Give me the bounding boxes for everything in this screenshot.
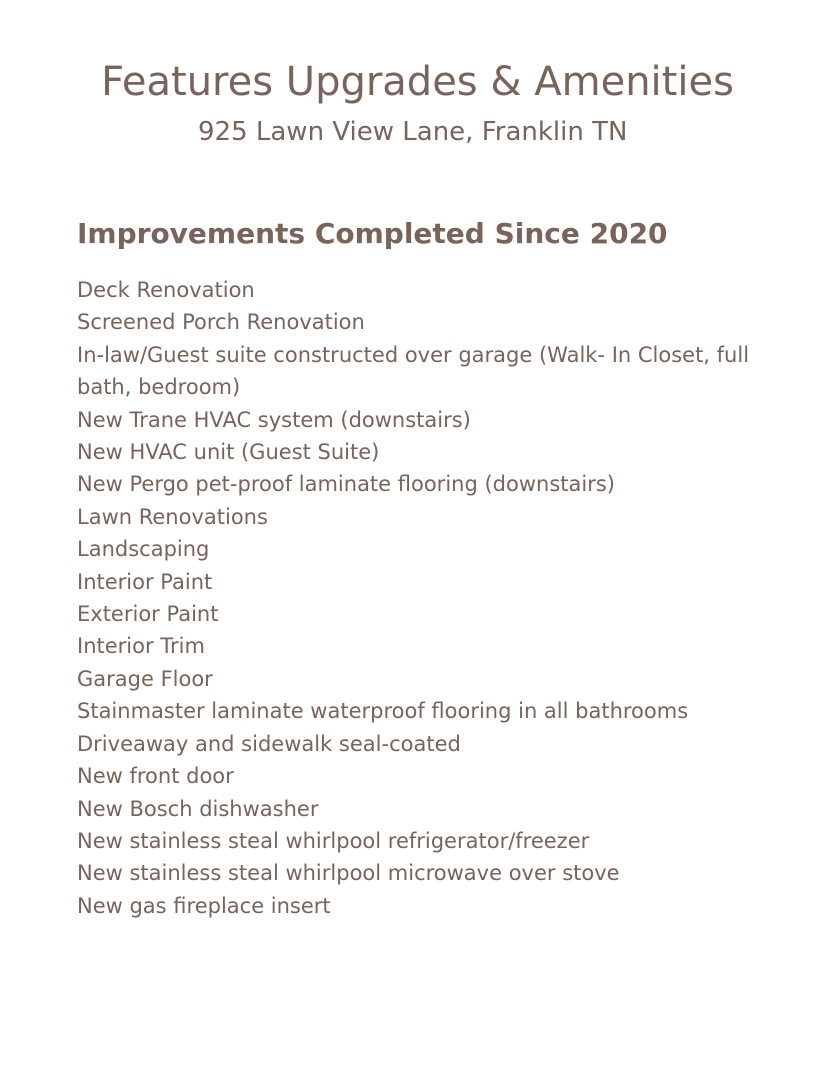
list-item: New Bosch dishwasher: [77, 796, 319, 821]
list-item: Garage Floor: [77, 666, 213, 691]
section-heading: Improvements Completed Since 2020: [77, 217, 668, 250]
property-address: 925 Lawn View Lane, Franklin TN: [198, 117, 628, 147]
list-item: Stainmaster laminate waterproof flooring in all bathrooms: [77, 699, 689, 724]
list-item: Exterior Paint: [77, 602, 219, 627]
list-item: Landscaping: [77, 537, 210, 562]
list-item: Screened Porch Renovation: [77, 310, 365, 335]
page-title: Features Upgrades & Amenities: [101, 59, 734, 105]
list-item: New Pergo pet-proof laminate flooring (downstairs): [77, 472, 615, 497]
list-item: New stainless steal whirlpool microwave over stove: [77, 861, 620, 886]
list-item: Lawn Renovations: [77, 504, 268, 529]
list-item: New front door: [77, 764, 234, 789]
list-item: Deck Renovation: [77, 278, 255, 302]
list-item: New Trane HVAC system (downstairs): [77, 407, 471, 432]
improvements-list: [77, 274, 757, 922]
list-item: New gas fireplace insert: [77, 893, 331, 918]
list-item: In-law/Guest suite constructed over garage (Walk- In Closet, full bath, bedroom): [77, 342, 750, 400]
list-item: Interior Trim: [77, 634, 205, 659]
list-item: Interior Paint: [77, 569, 213, 594]
list-item: New HVAC unit (Guest Suite): [77, 440, 380, 465]
list-item: Driveaway and sidewalk seal-coated: [77, 731, 461, 756]
list-item: New stainless steal whirlpool refrigerator/freezer: [77, 828, 590, 853]
